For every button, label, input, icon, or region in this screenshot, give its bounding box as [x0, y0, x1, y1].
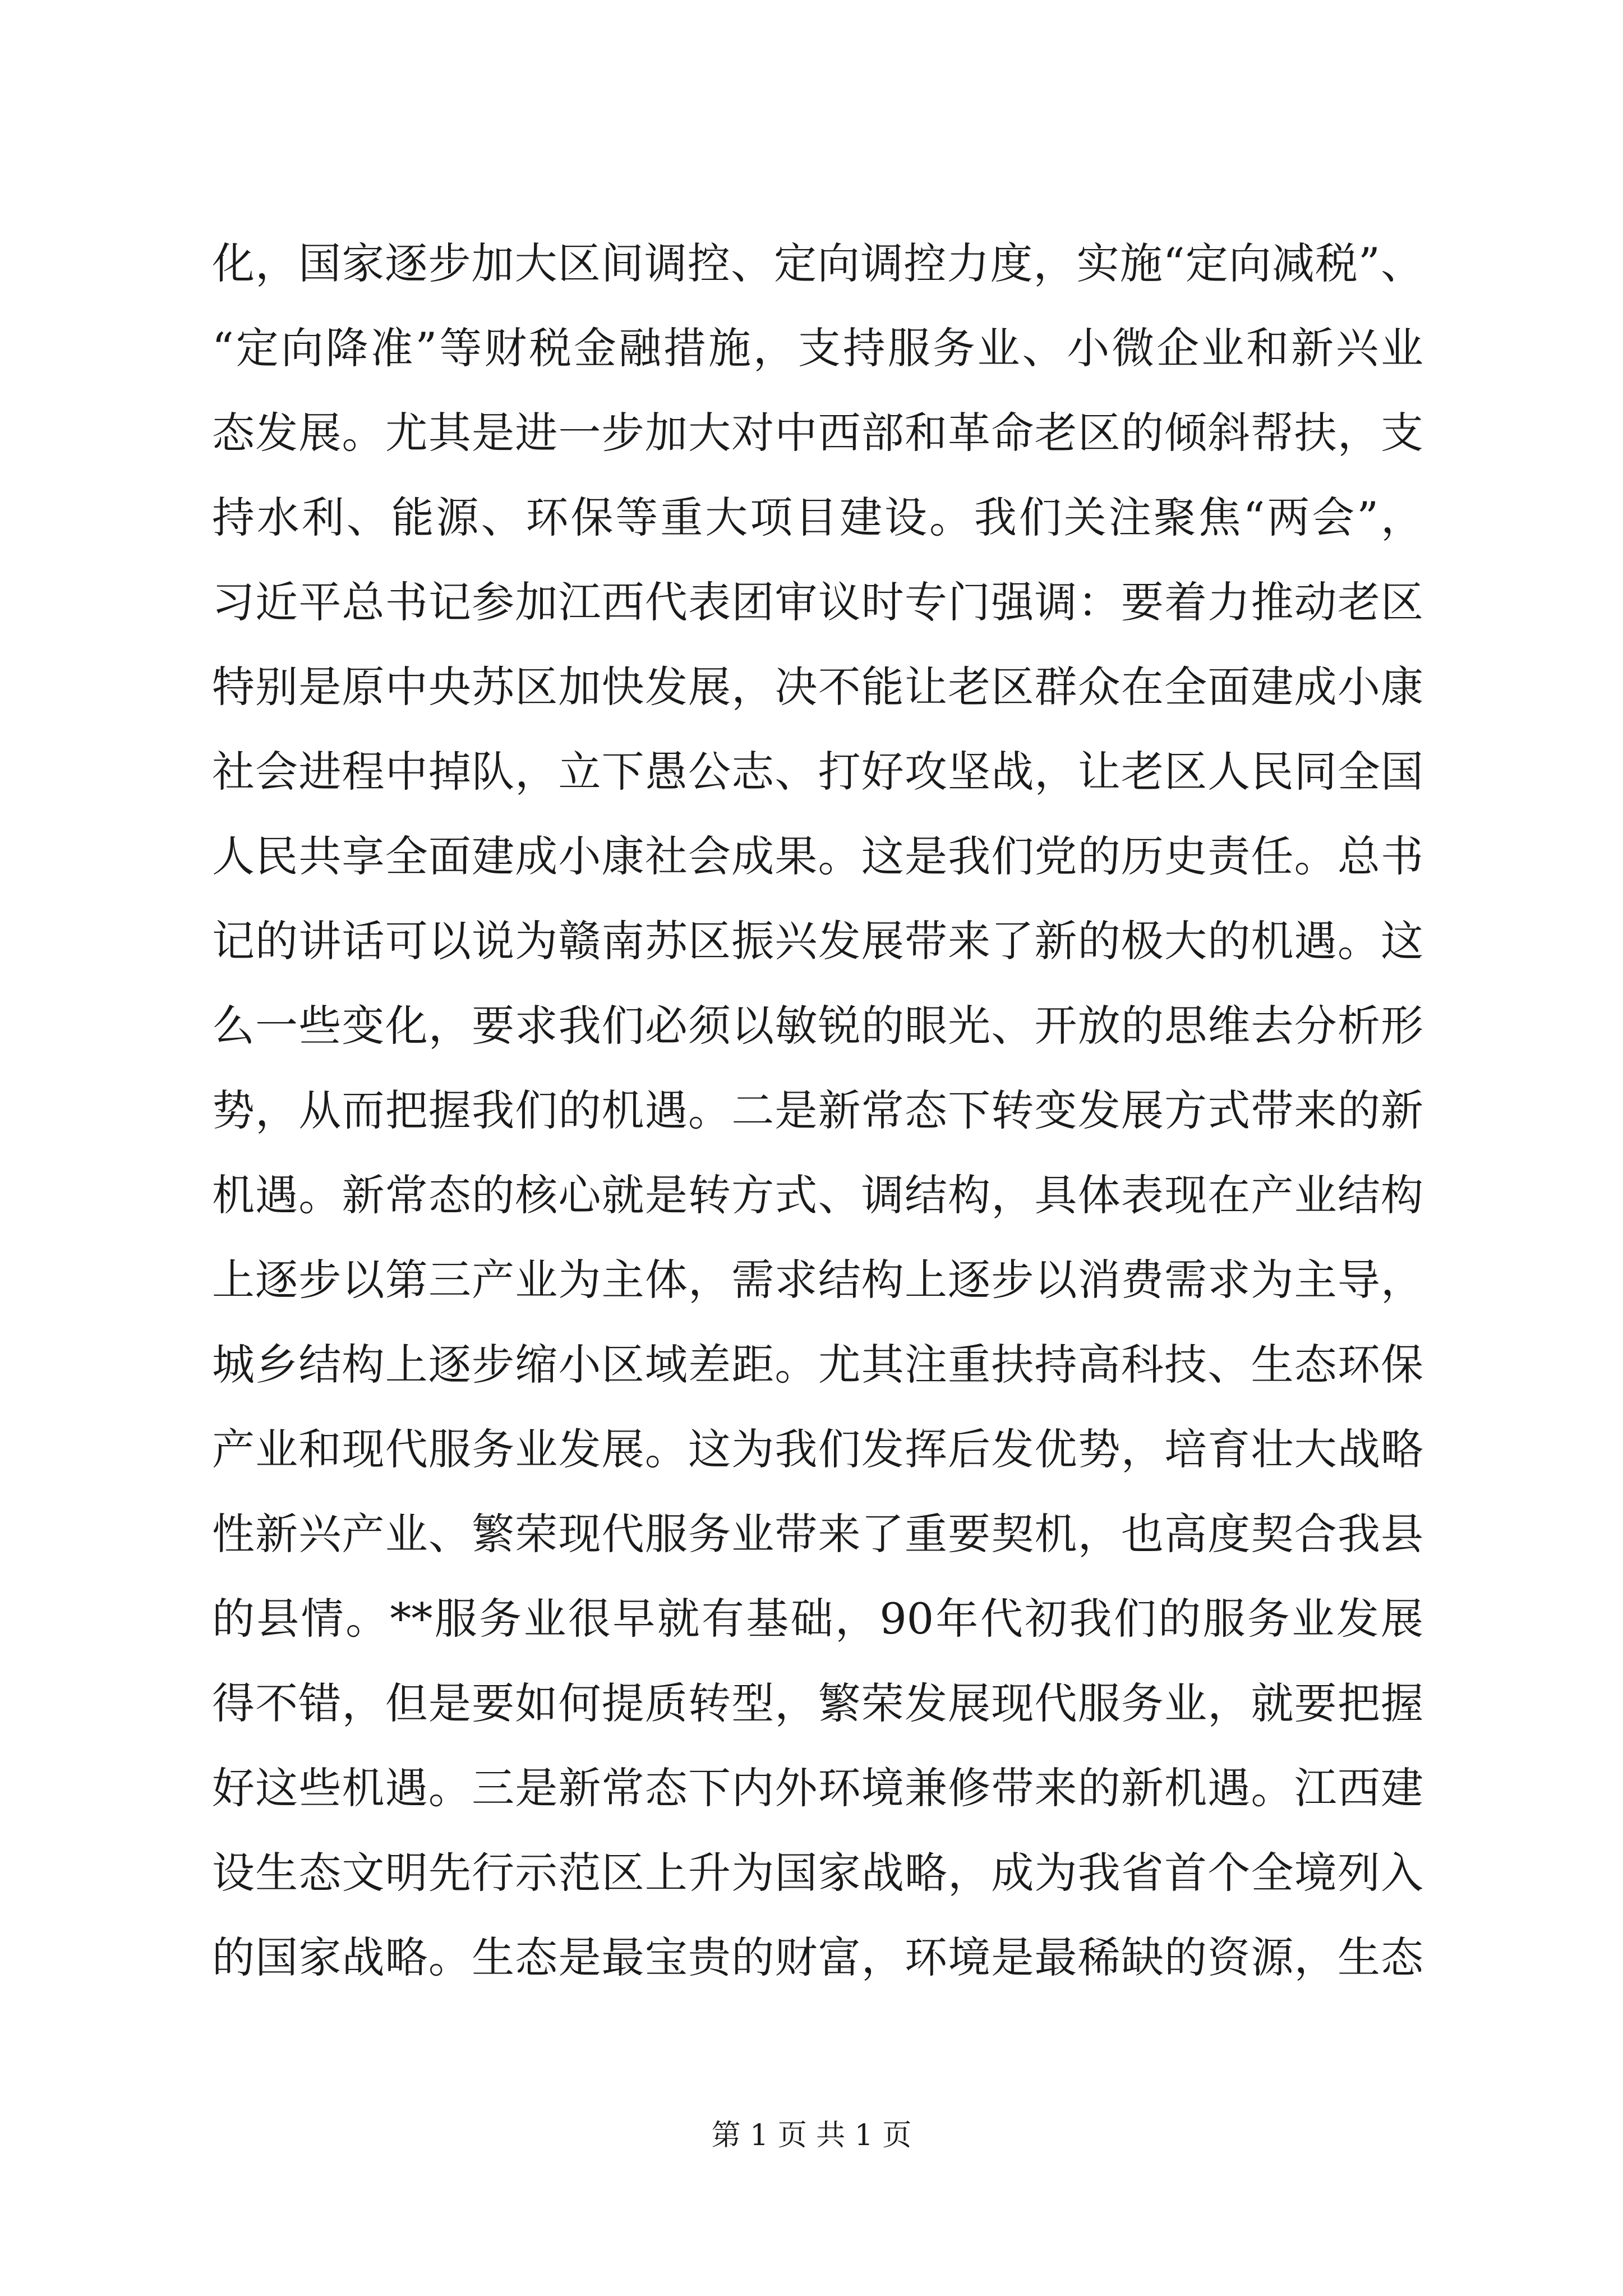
text-line: 记的讲话可以说为赣南苏区振兴发展带来了新的极大的机遇。这	[212, 916, 1423, 966]
text-line: 性新兴产业、繁荣现代服务业带来了重要契机，也高度契合我县	[212, 1509, 1423, 1559]
text-line: 城乡结构上逐步缩小区域差距。尤其注重扶持高科技、生态环保	[212, 1340, 1423, 1389]
text-line: 么一些变化，要求我们必须以敏锐的眼光、开放的思维去分析形	[212, 1001, 1423, 1051]
text-line: 习近平总书记参加江西代表团审议时专门强调：要着力推动老区	[212, 577, 1423, 627]
text-line: 产业和现代服务业发展。这为我们发挥后发优势，培育壮大战略	[212, 1424, 1423, 1474]
text-line: 好这些机遇。三是新常态下内外环境兼修带来的新机遇。江西建	[212, 1763, 1423, 1813]
text-line: 机遇。新常态的核心就是转方式、调结构，具体表现在产业结构	[212, 1170, 1423, 1220]
text-line: “定向降准”等财税金融措施，支持服务业、小微企业和新兴业	[212, 323, 1423, 373]
text-line: 设生态文明先行示范区上升为国家战略，成为我省首个全境列入	[212, 1848, 1423, 1898]
text-line: 化，国家逐步加大区间调控、定向调控力度，实施“定向减税”、	[212, 238, 1423, 288]
text-line: 上逐步以第三产业为主体，需求结构上逐步以消费需求为主导，	[212, 1255, 1423, 1305]
text-line: 持水利、能源、环保等重大项目建设。我们关注聚焦“两会”，	[212, 493, 1423, 542]
body-paragraph	[212, 221, 1423, 2000]
text-line: 的国家战略。生态是最宝贵的财富，环境是最稀缺的资源，生态	[212, 1932, 1423, 1982]
text-line: 势，从而把握我们的机遇。二是新常态下转变发展方式带来的新	[212, 1085, 1423, 1135]
text-line: 人民共享全面建成小康社会成果。这是我们党的历史责任。总书	[212, 831, 1423, 881]
text-line: 特别是原中央苏区加快发展，决不能让老区群众在全面建成小康	[212, 662, 1423, 712]
text-line: 态发展。尤其是进一步加大对中西部和革命老区的倾斜帮扶，支	[212, 408, 1423, 458]
page-footer	[0, 2116, 1623, 2155]
text-line: 的县情。**服务业很早就有基础，90年代初我们的服务业发展	[212, 1594, 1423, 1644]
page-number-label: 第 1 页 共 1 页	[711, 2119, 912, 2152]
text-line: 得不错，但是要如何提质转型，繁荣发展现代服务业，就要把握	[212, 1678, 1423, 1728]
text-line: 社会进程中掉队，立下愚公志、打好攻坚战，让老区人民同全国	[212, 747, 1423, 797]
